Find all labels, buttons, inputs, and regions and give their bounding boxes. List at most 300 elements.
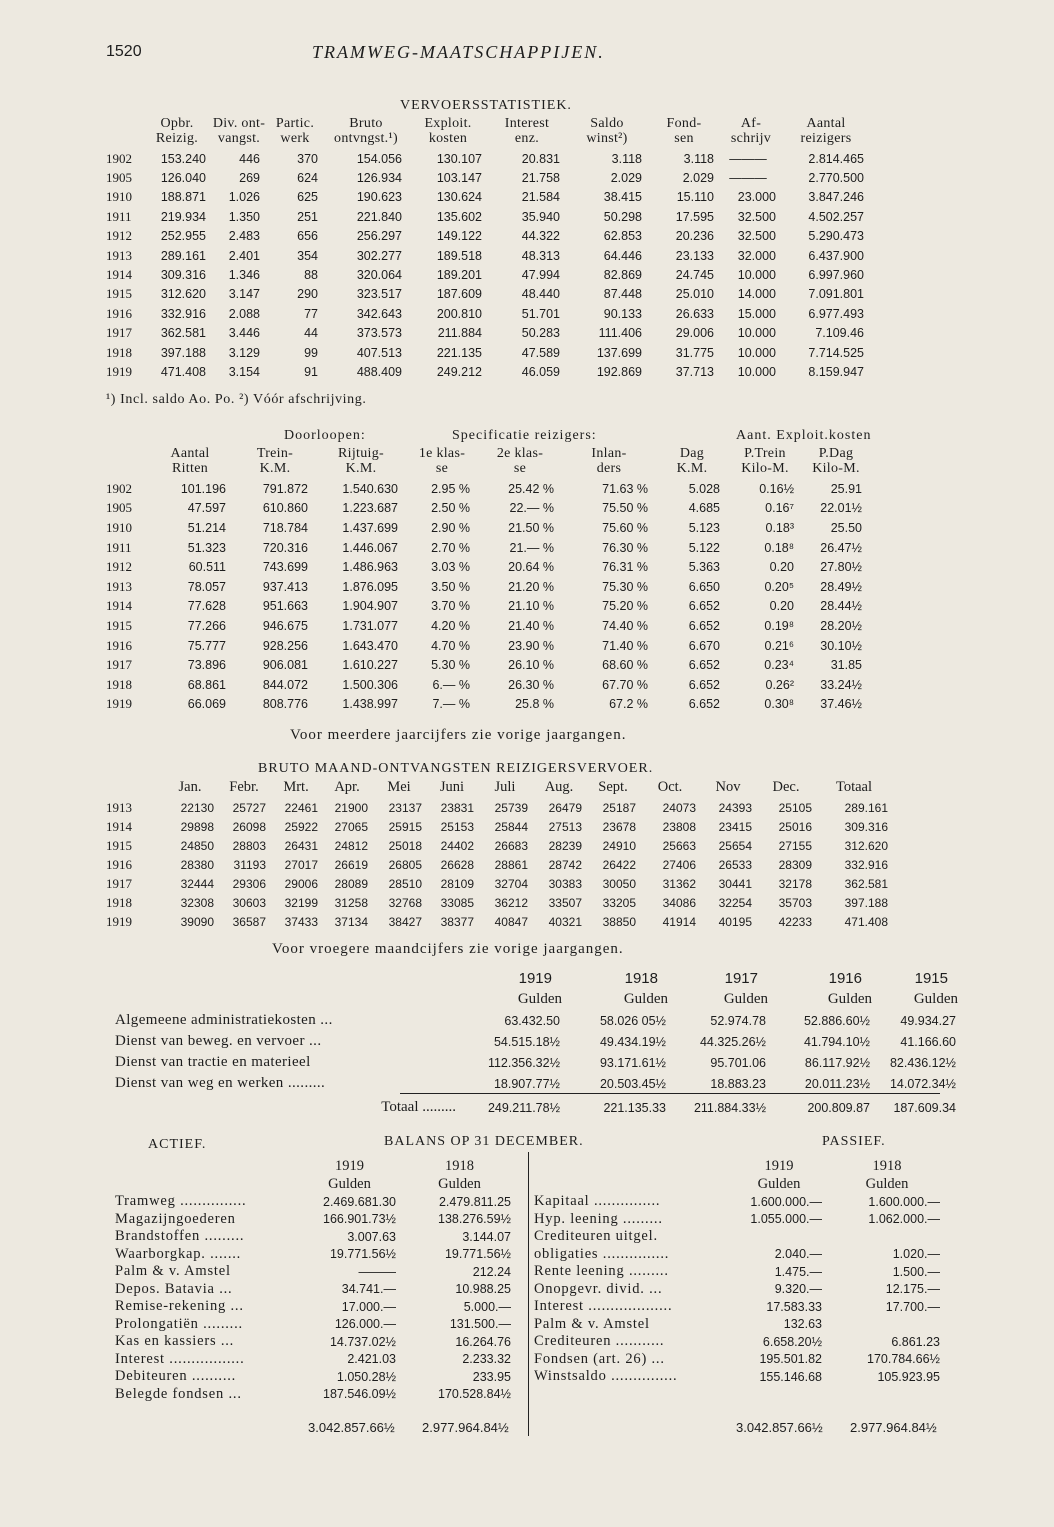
vervoer-cell: 471.408 bbox=[160, 364, 206, 379]
doorloop-year: 1915 bbox=[106, 617, 132, 633]
maand-cell: 22461 bbox=[284, 800, 318, 815]
actief-label: Prolongatiën ......... bbox=[115, 1315, 243, 1332]
doorloop-cell: 6.652 bbox=[688, 599, 720, 614]
maand-row bbox=[106, 817, 892, 836]
actief-label: Belegde fondsen ... bbox=[115, 1385, 242, 1402]
maand-cell: 27406 bbox=[662, 857, 696, 872]
passief-row bbox=[534, 1351, 946, 1369]
maand-cell: 30383 bbox=[548, 876, 582, 891]
doorloop-cell: 25.8 % bbox=[515, 697, 554, 712]
vervoer-cell: 82.869 bbox=[603, 268, 642, 283]
passief-value-1919: 6.658.20½ bbox=[762, 1334, 822, 1349]
actief-year-1918: 1918 bbox=[445, 1158, 474, 1175]
doorloop-row bbox=[106, 636, 870, 656]
passief-value-1918: 1.020.— bbox=[892, 1247, 940, 1262]
passief-value-1919 bbox=[730, 1228, 828, 1246]
vervoer-cell: 221.135 bbox=[436, 345, 482, 360]
doorloop-cell: 22.01½ bbox=[820, 501, 862, 516]
passief-value-1918: 17.700.— bbox=[885, 1299, 940, 1314]
vervoer-cell: 62.853 bbox=[603, 229, 642, 244]
vervoer-cell: 111.406 bbox=[598, 326, 642, 341]
maand-cell: 24073 bbox=[662, 800, 696, 815]
vervoer-cell: 370 bbox=[297, 151, 318, 166]
passief-value-1918: 12.175.— bbox=[885, 1282, 940, 1297]
doorloop-cell: 3.03 % bbox=[431, 560, 470, 575]
actief-value-1919: 34.741.— bbox=[341, 1282, 396, 1297]
actief-row bbox=[115, 1368, 517, 1386]
vervoer-row bbox=[106, 149, 870, 168]
vervoer-cell: 3.118 bbox=[611, 151, 642, 166]
maand-cell: 40847 bbox=[494, 914, 528, 929]
maand-cell: 29006 bbox=[284, 876, 318, 891]
actief-value-1918: 2.233.32 bbox=[462, 1352, 511, 1367]
doorloop-header-6: Inlan- ders bbox=[591, 446, 627, 476]
passief-value-1918: 1.062.000.— bbox=[868, 1212, 940, 1227]
maand-table bbox=[106, 779, 892, 931]
vervoer-cell: 3.446 bbox=[228, 326, 260, 341]
kosten-cell: 95.701.06 bbox=[710, 1055, 766, 1070]
vervoer-cell: 320.064 bbox=[356, 268, 402, 283]
actief-value-1919: ——— bbox=[358, 1264, 396, 1279]
maand-header-6: Juni bbox=[439, 779, 465, 795]
kosten-cell: 112.356.32½ bbox=[487, 1055, 560, 1070]
actief-value-1919: 166.901.73½ bbox=[323, 1212, 396, 1227]
maand-cell: 22130 bbox=[180, 800, 214, 815]
actief-value-1919: 2.469.681.30 bbox=[323, 1194, 396, 1209]
vervoer-cell: 312.620 bbox=[160, 287, 206, 302]
passief-label: Fondsen (art. 26) ... bbox=[534, 1350, 665, 1367]
doorloop-year: 1916 bbox=[106, 637, 132, 653]
vervoer-year: 1902 bbox=[106, 150, 132, 166]
kosten-cell: 18.883.23 bbox=[710, 1076, 766, 1091]
actief-label: Remise-rekening ... bbox=[115, 1298, 244, 1315]
maand-cell: 28109 bbox=[440, 876, 474, 891]
vervoer-cell: 3.847.246 bbox=[808, 190, 864, 205]
maand-cell: 32199 bbox=[284, 895, 318, 910]
doorloop-cell: 6.652 bbox=[688, 677, 720, 692]
doorloop-row bbox=[106, 499, 870, 519]
actief-label: Palm & v. Amstel bbox=[115, 1263, 231, 1280]
maand-title: BRUTO MAAND-ONTVANGSTEN REIZIGERSVERVOER. bbox=[258, 761, 654, 776]
vervoer-cell: 149.122 bbox=[436, 229, 482, 244]
kosten-total-cell: 249.211.78½ bbox=[487, 1100, 560, 1115]
maand-cell: 31258 bbox=[334, 895, 368, 910]
vervoer-cell: 249.212 bbox=[436, 364, 482, 379]
passief-value-1918 bbox=[828, 1228, 946, 1246]
maand-cell: 30050 bbox=[602, 876, 636, 891]
maand-cell: 38850 bbox=[602, 914, 636, 929]
doorloop-cell: 60.511 bbox=[188, 560, 226, 575]
vervoer-cell: 32.000 bbox=[737, 248, 776, 263]
vervoer-cell: 154.056 bbox=[356, 151, 402, 166]
maand-cell: 33205 bbox=[602, 895, 636, 910]
kosten-total-rule bbox=[400, 1093, 940, 1094]
balans-title: BALANS OP 31 DECEMBER. bbox=[384, 1134, 584, 1149]
maand-cell: 23678 bbox=[602, 819, 636, 834]
doorloop-cell: 951.663 bbox=[262, 599, 308, 614]
vervoer-cell: 153.240 bbox=[160, 151, 206, 166]
vervoer-cell: 252.955 bbox=[160, 229, 206, 244]
kosten-year: 1919 bbox=[518, 970, 552, 987]
kosten-row-label: Algemeene administratiekosten ... bbox=[115, 1012, 333, 1028]
maand-header-13: Totaal bbox=[835, 779, 873, 795]
doorloop-cell: 0.26² bbox=[765, 677, 794, 692]
doorloop-group-specificatie: Specificatie reizigers: bbox=[452, 428, 597, 443]
doorloop-cell: 0.16½ bbox=[759, 481, 794, 496]
passief-table bbox=[534, 1158, 946, 1386]
vervoer-cell: 25.010 bbox=[675, 287, 714, 302]
maand-cell: 25915 bbox=[388, 819, 422, 834]
kosten-total-cell: 211.884.33½ bbox=[693, 1100, 766, 1115]
actief-row bbox=[115, 1351, 517, 1369]
kosten-row-label: Dienst van beweg. en vervoer ... bbox=[115, 1033, 322, 1049]
vervoer-cell: 2.401 bbox=[228, 248, 260, 263]
actief-row bbox=[115, 1333, 517, 1351]
vervoer-cell: 46.059 bbox=[521, 364, 560, 379]
maand-cell: 26628 bbox=[440, 857, 474, 872]
doorloop-cell: 75.50 % bbox=[602, 501, 648, 516]
kosten-unit: Gulden bbox=[827, 991, 872, 1007]
kosten-cell: 14.072.34½ bbox=[889, 1076, 956, 1091]
actief-value-1919: 187.546.09½ bbox=[323, 1387, 396, 1402]
doorloop-cell: 844.072 bbox=[262, 677, 308, 692]
kosten-unit: Gulden bbox=[723, 991, 768, 1007]
doorloop-cell: 1.731.077 bbox=[342, 618, 398, 633]
vervoer-row bbox=[106, 304, 870, 323]
passief-row bbox=[534, 1263, 946, 1281]
doorloop-cell: 6.652 bbox=[688, 697, 720, 712]
passief-value-1918 bbox=[828, 1316, 946, 1334]
actief-row bbox=[115, 1246, 517, 1264]
kosten-cell: 41.794.10½ bbox=[803, 1034, 870, 1049]
vervoer-cell: 200.810 bbox=[436, 306, 482, 321]
doorloop-note: Voor meerdere jaarcijfers zie vorige jaargangen. bbox=[290, 727, 627, 743]
maand-cell: 27065 bbox=[334, 819, 368, 834]
doorloop-year: 1912 bbox=[106, 559, 132, 575]
maand-row bbox=[106, 798, 892, 817]
maand-cell: 23831 bbox=[440, 800, 474, 815]
doorloop-cell: 1.500.306 bbox=[342, 677, 398, 692]
doorloop-cell: 0.18³ bbox=[765, 520, 794, 535]
doorloop-cell: 946.675 bbox=[262, 618, 308, 633]
kosten-row-label: Dienst van tractie en materieel bbox=[115, 1054, 311, 1070]
vervoer-cell: 35.940 bbox=[521, 209, 560, 224]
doorloop-cell: 2.95 % bbox=[431, 481, 470, 496]
vervoer-cell: 188.871 bbox=[160, 190, 206, 205]
maand-cell: 28239 bbox=[548, 838, 582, 853]
doorloop-year: 1911 bbox=[106, 539, 132, 555]
maand-cell: 36212 bbox=[494, 895, 528, 910]
doorloop-cell: 4.20 % bbox=[431, 618, 470, 633]
maand-cell: 26422 bbox=[602, 857, 636, 872]
kosten-row-label: Dienst van weg en werken ......... bbox=[115, 1075, 326, 1091]
maand-cell: 25016 bbox=[778, 819, 812, 834]
actief-label: Tramweg ............... bbox=[115, 1193, 247, 1210]
actief-value-1918: 16.264.76 bbox=[455, 1334, 511, 1349]
vervoer-cell: 3.154 bbox=[228, 364, 260, 379]
maand-cell: 25105 bbox=[778, 800, 812, 815]
maand-cell: 26533 bbox=[718, 857, 752, 872]
maand-cell: 24850 bbox=[180, 838, 214, 853]
actief-unit-1: Gulden bbox=[328, 1175, 371, 1192]
passief-label: Rente leening ......... bbox=[534, 1263, 669, 1280]
kosten-cell: 82.436.12½ bbox=[889, 1055, 956, 1070]
actief-value-1919: 2.421.03 bbox=[347, 1352, 396, 1367]
maand-cell: 25153 bbox=[440, 819, 474, 834]
vervoer-cell: 99 bbox=[304, 345, 318, 360]
doorloop-cell: 77.266 bbox=[187, 618, 226, 633]
maand-year: 1919 bbox=[106, 913, 132, 929]
maand-cell: 32308 bbox=[180, 895, 214, 910]
vervoer-year: 1915 bbox=[106, 286, 132, 302]
vervoer-cell: 32.500 bbox=[737, 209, 776, 224]
maand-cell: 29306 bbox=[232, 876, 266, 891]
actief-total-1918: 2.977.964.84½ bbox=[422, 1420, 509, 1435]
passief-value-1918: 6.861.23 bbox=[891, 1334, 940, 1349]
doorloop-header-4: 1e klas- se bbox=[418, 446, 466, 476]
kosten-year: 1918 bbox=[624, 970, 658, 987]
vervoer-cell: ——— bbox=[729, 171, 767, 186]
vervoer-cell: 5.290.473 bbox=[808, 229, 864, 244]
vervoer-cell: 488.409 bbox=[356, 364, 402, 379]
maand-cell: 33507 bbox=[548, 895, 582, 910]
kosten-row bbox=[115, 1031, 962, 1052]
vervoer-table bbox=[106, 116, 870, 382]
passief-value-1919: 1.600.000.— bbox=[750, 1194, 822, 1209]
maand-cell: 26431 bbox=[284, 838, 318, 853]
doorloop-cell: 74.40 % bbox=[602, 618, 648, 633]
kosten-year: 1915 bbox=[914, 970, 948, 987]
doorloop-cell: 1.540.630 bbox=[342, 481, 398, 496]
passief-row bbox=[534, 1298, 946, 1316]
maand-cell: 312.620 bbox=[844, 838, 888, 853]
doorloop-year: 1902 bbox=[106, 480, 132, 496]
vervoer-cell: 21.584 bbox=[521, 190, 560, 205]
maand-cell: 28510 bbox=[388, 876, 422, 891]
vervoer-cell: 446 bbox=[239, 151, 260, 166]
kosten-total-cell: 221.135.33 bbox=[603, 1100, 666, 1115]
doorloop-cell: 27.80½ bbox=[820, 560, 862, 575]
doorloop-cell: 928.256 bbox=[262, 638, 308, 653]
doorloop-cell: 28.49½ bbox=[820, 579, 862, 594]
doorloop-row bbox=[106, 577, 870, 597]
vervoer-cell: 309.316 bbox=[160, 268, 206, 283]
doorloop-cell: 5.30 % bbox=[431, 658, 470, 673]
passief-label: Kapitaal ............... bbox=[534, 1193, 661, 1210]
vervoer-cell: 2.770.500 bbox=[808, 171, 864, 186]
doorloop-cell: 6.650 bbox=[688, 579, 720, 594]
maand-cell: 28309 bbox=[778, 857, 812, 872]
vervoer-cell: 51.701 bbox=[521, 306, 560, 321]
vervoer-cell: 7.109.46 bbox=[815, 326, 864, 341]
maand-cell: 30603 bbox=[232, 895, 266, 910]
maand-cell: 37134 bbox=[334, 914, 368, 929]
doorloop-cell: 21.20 % bbox=[508, 579, 554, 594]
doorloop-cell: 4.70 % bbox=[431, 638, 470, 653]
vervoer-cell: 1.346 bbox=[228, 268, 260, 283]
passief-row bbox=[534, 1316, 946, 1334]
passief-year-1918: 1918 bbox=[872, 1158, 902, 1175]
vervoer-footnote: ¹) Incl. saldo Ao. Po. ²) Vóór afschrijving. bbox=[106, 392, 367, 407]
doorloop-cell: 75.20 % bbox=[602, 599, 648, 614]
maand-cell: 27513 bbox=[548, 819, 582, 834]
doorloop-cell: 21.10 % bbox=[508, 599, 554, 614]
doorloop-cell: 28.44½ bbox=[820, 599, 862, 614]
kosten-table bbox=[115, 968, 962, 1094]
passief-value-1919: 2.040.— bbox=[774, 1247, 822, 1262]
vervoer-cell: 44 bbox=[304, 326, 318, 341]
doorloop-year: 1917 bbox=[106, 657, 132, 673]
maand-cell: 32704 bbox=[494, 876, 528, 891]
vervoer-cell: 38.415 bbox=[603, 190, 642, 205]
kosten-year: 1916 bbox=[828, 970, 862, 987]
doorloop-cell: 720.316 bbox=[262, 540, 308, 555]
vervoer-cell: 7.714.525 bbox=[808, 345, 864, 360]
actief-year-1919: 1919 bbox=[335, 1158, 364, 1175]
vervoer-cell: 130.624 bbox=[436, 190, 482, 205]
maand-cell: 28861 bbox=[494, 857, 528, 872]
vervoer-header-9: Af- schrijv bbox=[730, 116, 772, 146]
vervoer-cell: 24.745 bbox=[675, 268, 714, 283]
passief-value-1918: 1.500.— bbox=[892, 1264, 940, 1279]
kosten-unit: Gulden bbox=[913, 991, 958, 1007]
vervoer-cell: 1.026 bbox=[228, 190, 260, 205]
actief-row bbox=[115, 1211, 517, 1229]
kosten-cell: 44.325.26½ bbox=[699, 1034, 766, 1049]
vervoer-cell: 21.758 bbox=[521, 171, 560, 186]
doorloop-row bbox=[106, 616, 870, 636]
vervoer-cell: 362.581 bbox=[160, 326, 206, 341]
maand-cell: 397.188 bbox=[844, 895, 888, 910]
maand-cell: 23808 bbox=[662, 819, 696, 834]
passief-value-1919: 9.320.— bbox=[774, 1282, 822, 1297]
actief-label: Kas en kassiers ... bbox=[115, 1333, 235, 1350]
maand-note: Voor vroegere maandcijfers zie vorige jaargangen. bbox=[272, 941, 624, 957]
doorloop-header-9: P.Dag Kilo-M. bbox=[812, 446, 860, 476]
maand-cell: 25739 bbox=[494, 800, 528, 815]
doorloop-cell: 5.363 bbox=[688, 560, 720, 575]
passief-total-1919: 3.042.857.66½ bbox=[736, 1420, 823, 1435]
maand-cell: 32254 bbox=[718, 895, 752, 910]
doorloop-cell: 78.057 bbox=[187, 579, 226, 594]
maand-year: 1917 bbox=[106, 875, 132, 891]
vervoer-cell: 77 bbox=[304, 306, 318, 321]
maand-header-9: Sept. bbox=[598, 779, 628, 795]
vervoer-cell: 7.091.801 bbox=[808, 287, 864, 302]
vervoer-cell: 397.188 bbox=[160, 345, 206, 360]
vervoer-cell: 3.118 bbox=[683, 151, 714, 166]
passief-row bbox=[534, 1333, 946, 1351]
kosten-cell: 20.503.45½ bbox=[599, 1076, 666, 1091]
doorloop-cell: 5.028 bbox=[688, 481, 720, 496]
doorloop-cell: 71.63 % bbox=[602, 481, 648, 496]
vervoer-cell: 6.437.900 bbox=[808, 248, 864, 263]
vervoer-row bbox=[106, 285, 870, 304]
vervoer-cell: 2.029 bbox=[610, 171, 642, 186]
maand-cell: 28089 bbox=[334, 876, 368, 891]
vervoer-cell: 10.000 bbox=[737, 326, 776, 341]
doorloop-cell: 6.652 bbox=[688, 658, 720, 673]
doorloop-year: 1919 bbox=[106, 696, 132, 712]
vervoer-cell: ——— bbox=[729, 151, 767, 166]
passief-label: Hyp. leening ......... bbox=[534, 1210, 663, 1227]
vervoer-cell: 50.283 bbox=[521, 326, 560, 341]
doorloop-year: 1918 bbox=[106, 676, 132, 692]
doorloop-cell: 25.50 bbox=[830, 520, 862, 535]
vervoer-row bbox=[106, 343, 870, 362]
doorloop-cell: 76.31 % bbox=[602, 560, 648, 575]
maand-header-8: Aug. bbox=[544, 779, 574, 795]
doorloop-header-8: P.Trein Kilo-M. bbox=[741, 446, 789, 476]
vervoer-cell: 323.517 bbox=[356, 287, 402, 302]
doorloop-cell: 0.20⁵ bbox=[764, 579, 794, 594]
vervoer-year: 1919 bbox=[106, 363, 132, 379]
vervoer-row bbox=[106, 168, 870, 187]
doorloop-cell: 25.91 bbox=[830, 481, 862, 496]
passief-value-1919: 17.583.33 bbox=[766, 1299, 822, 1314]
actief-label: Interest ................. bbox=[115, 1350, 245, 1367]
doorloop-cell: 0.30⁸ bbox=[764, 697, 794, 712]
vervoer-year: 1918 bbox=[106, 344, 132, 360]
maand-cell: 21900 bbox=[334, 800, 368, 815]
vervoer-cell: 302.277 bbox=[356, 248, 402, 263]
doorloop-cell: 20.64 % bbox=[508, 560, 554, 575]
passief-row bbox=[534, 1281, 946, 1299]
doorloop-header-5: 2e klas- se bbox=[496, 446, 544, 476]
doorloop-cell: 0.16⁷ bbox=[765, 501, 794, 516]
doorloop-cell: 23.90 % bbox=[508, 638, 554, 653]
doorloop-cell: 21.— % bbox=[509, 540, 554, 555]
doorloop-row bbox=[106, 695, 870, 715]
actief-row bbox=[115, 1386, 517, 1404]
doorloop-cell: 30.10½ bbox=[820, 638, 862, 653]
vervoer-header-1: Opbr. Reizig. bbox=[155, 116, 199, 146]
vervoer-cell: 137.699 bbox=[596, 345, 642, 360]
doorloop-cell: 1.904.907 bbox=[342, 599, 398, 614]
vervoer-cell: 48.313 bbox=[521, 248, 560, 263]
passief-total-1918: 2.977.964.84½ bbox=[850, 1420, 937, 1435]
maand-header-4: Apr. bbox=[334, 779, 360, 795]
passief-label: Crediteuren uitgel. bbox=[534, 1228, 658, 1245]
vervoer-cell: 10.000 bbox=[737, 364, 776, 379]
actief-row bbox=[115, 1263, 517, 1281]
vervoer-header-2: Div. ont- vangst. bbox=[212, 116, 266, 146]
actief-value-1918: 5.000.— bbox=[463, 1299, 511, 1314]
doorloop-table bbox=[106, 446, 870, 714]
maand-row bbox=[106, 874, 892, 893]
doorloop-header-0 bbox=[106, 446, 146, 479]
maand-cell: 26619 bbox=[334, 857, 368, 872]
vervoer-cell: 130.107 bbox=[436, 151, 482, 166]
passief-row bbox=[534, 1211, 946, 1229]
kosten-unit: Gulden bbox=[517, 991, 562, 1007]
actief-value-1918: 138.276.59½ bbox=[438, 1212, 511, 1227]
vervoer-row bbox=[106, 207, 870, 226]
vervoer-cell: 6.977.493 bbox=[808, 306, 864, 321]
doorloop-cell: 75.60 % bbox=[602, 520, 648, 535]
doorloop-cell: 51.214 bbox=[187, 520, 226, 535]
doorloop-header-7: Dag K.M. bbox=[676, 446, 708, 476]
vervoer-title: VERVOERSSTATISTIEK. bbox=[400, 98, 572, 113]
vervoer-cell: 2.814.465 bbox=[808, 151, 864, 166]
kosten-cell: 86.117.92½ bbox=[804, 1055, 870, 1070]
vervoer-cell: 31.775 bbox=[675, 345, 714, 360]
doorloop-cell: 31.85 bbox=[830, 658, 862, 673]
vervoer-cell: 625 bbox=[297, 190, 318, 205]
vervoer-cell: 656 bbox=[297, 229, 318, 244]
doorloop-cell: 26.10 % bbox=[508, 658, 554, 673]
page-number: 1520 bbox=[106, 43, 142, 60]
